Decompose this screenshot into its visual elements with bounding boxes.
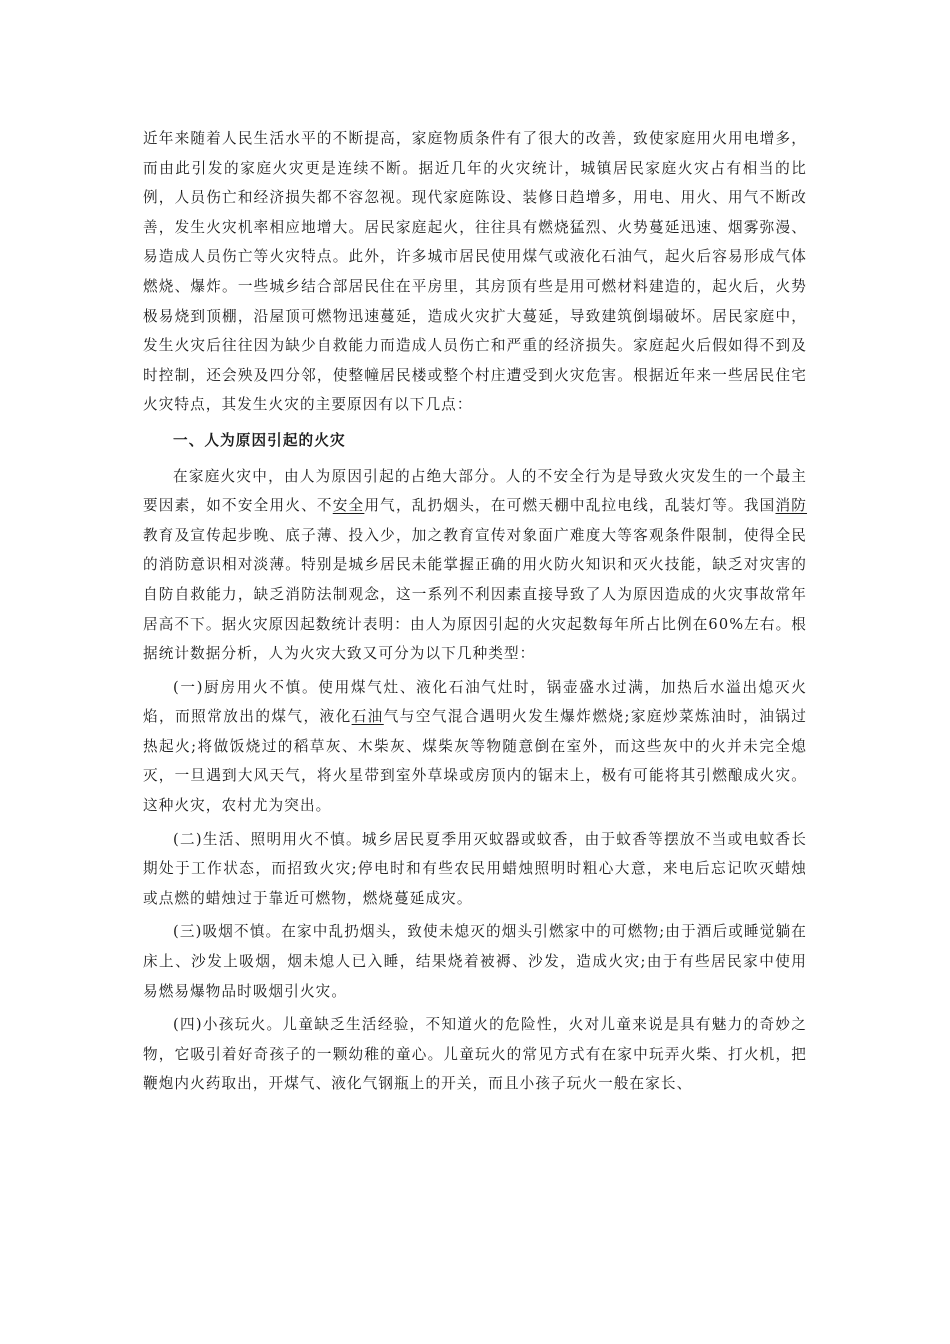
intro-paragraph: 近年来随着人民生活水平的不断提高，家庭物质条件有了很大的改善，致使家庭用火用电增多，而由此引发的家庭火灾更是连续不断。据近几年的火灾统计，城镇居民家庭火灾占有相当的比例，人员伤亡和经济损失都不容忽视。现代家庭陈设、装修日趋增多，用电、用火、用气不断改善，发生火灾机率相应地增大。居民家庭起火，往往具有燃烧猛烈、火势蔓延迅速、烟雾弥漫、易造成人员伤亡等火灾特点。此外，许多城市居民使用煤气或液化石油气，起火后容易形成气体燃烧、爆炸。一些城乡结合部居民住在平房里，其房顶有些是用可燃材料建造的，起火后，火势极易烧到顶棚，沿屋顶可燃物迅速蔓延，造成火灾扩大蔓延，导致建筑倒塌破坏。居民家庭中，发生火灾后往往因为缺少自救能力而造成人员伤亡和严重的经济损失。家庭起火后假如得不到及时控制，还会殃及四分邻，使整幢居民楼或整个村庄遭受到火灾危害。根据近年来一些居民住宅火灾特点，其发生火灾的主要原因有以下几点：: [143, 130, 807, 414]
text-segment: 教育及宣传起步晚、底子薄、投入少，加之教育宣传对象面广难度大等客观条件限制，使得全民的消防意识相对淡薄。特别是城乡居民未能掌握正确的用火防火知识和灭火技能，缺乏对灾害的自防自救能力，缺乏消防法制观念，这一系列不利因素直接导致了人为原因造成的火灾事故常年居高不下。据火灾原因起数统计表明：由人为原因引起的火灾起数每年所占比例在60%左右。根据统计数据分析，人为火灾大致又可分为以下几种类型：: [143, 526, 807, 663]
list-item-lighting-fire: (二)生活、照明用火不慎。城乡居民夏季用灭蚊器或蚊香，由于蚊香等摆放不当或电蚊香长期处于工作状态，而招致火灾;停电时和有些农民用蜡烛照明时粗心大意，来电后忘记吹灭蜡烛或点燃的蜡烛过于靠近可燃物，燃烧蔓延成灾。: [143, 830, 807, 907]
text-segment: (一)厨房用火不慎。使用煤气灶、液化石油气灶时，锅壶盛水过满，加热后水溢出熄灭火焰，而照常放出的煤气，液化: [143, 678, 807, 726]
link-safety[interactable]: 安全: [332, 497, 365, 515]
list-item-children-fire: (四)小孩玩火。儿童缺乏生活经验，不知道火的危险性，火对儿童来说是具有魅力的奇妙之物，它吸引着好奇孩子的一颗幼稚的童心。儿童玩火的常见方式有在家中玩弄火柴、打火机，把鞭炮内火药取出，开煤气、液化气钢瓶上的开关，而且小孩子玩火一般在家长、: [143, 1016, 807, 1093]
text-segment: 气与空气混合遇明火发生爆炸燃烧;家庭炒菜炼油时，油锅过热起火;将做饭烧过的稻草灰、木柴灰、煤柴灰等物随意倒在室外，而这些灰中的火并未完全熄灭，一旦遇到大风天气，将火星带到室外草垛或房顶内的锯末上，极有可能将其引燃酿成火灾。这种火灾，农村尤为突出。: [143, 708, 807, 815]
section-paragraph-human-causes: [143, 462, 807, 669]
link-petroleum[interactable]: 石油: [351, 708, 384, 726]
section-heading-human-causes: 一、人为原因引起的火灾: [173, 431, 346, 449]
text-segment: 用气，乱扔烟头，在可燃天棚中乱拉电线，乱装灯等。我国: [364, 497, 776, 515]
text-segment: 在家庭火灾中，由人为原因引起的占绝大部分。人的不安全行为是导致火灾发生的一个最主要因素，如不安全用火、不: [143, 467, 807, 515]
list-item-kitchen-fire: [143, 673, 807, 821]
link-fire-protection[interactable]: 消防: [775, 497, 808, 515]
document-page: [143, 124, 807, 1099]
list-item-smoking-fire: (三)吸烟不慎。在家中乱扔烟头，致使未熄灭的烟头引燃家中的可燃物;由于酒后或睡觉躺在床上、沙发上吸烟，烟未熄人已入睡，结果烧着被褥、沙发，造成火灾;由于有些居民家中使用易燃易爆物品时吸烟引火灾。: [143, 923, 807, 1000]
